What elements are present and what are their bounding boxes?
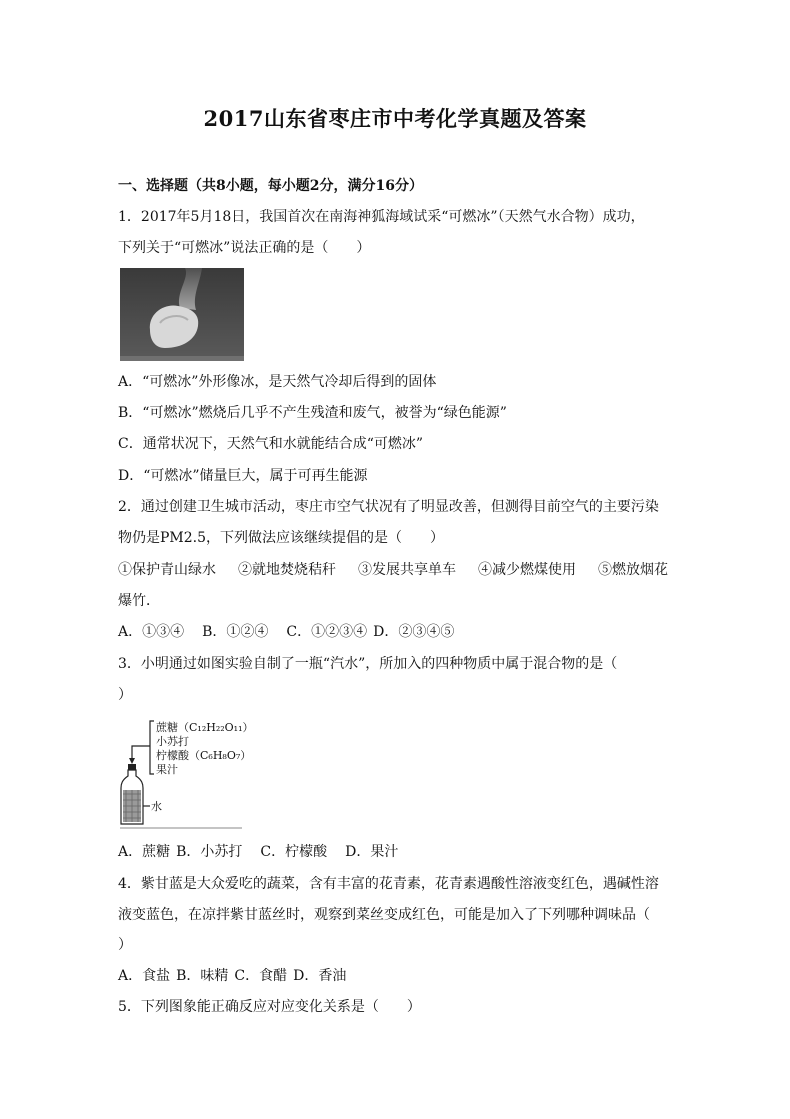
q2-option-b: B．①②④ <box>202 624 269 640</box>
q5-stem-line1: 5．下列图象能正确反应对应变化关系是（ ） <box>118 999 421 1015</box>
page-title: 2017山东省枣庄市中考化学真题及答案 <box>203 106 587 131</box>
q4-option-b: B．味精 <box>176 968 229 984</box>
figure-label-juice: 果汁 <box>156 763 178 776</box>
q3-option-d: D．果汁 <box>345 844 399 860</box>
q2-item-5: ⑤燃放烟花 <box>598 562 668 578</box>
q2-stem-line1: 2．通过创建卫生城市活动，枣庄市空气状况有了明显改善，但测得目前空气的主要污染 <box>118 499 659 515</box>
q2-item-3: ③发展共享单车 <box>358 562 456 578</box>
q2-options <box>118 622 454 642</box>
q4-stem-line2: 液变蓝色，在凉拌紫甘蓝丝时，观察到菜丝变成红色，可能是加入了下列哪种调味品（ <box>118 907 650 923</box>
q1-stem-line2: 下列关于“可燃冰”说法正确的是（ ） <box>118 240 371 256</box>
q4-stem-line1: 4．紫甘蓝是大众爱吃的蔬菜，含有丰富的花青素，花青素遇酸性溶液变红色，遇碱性溶 <box>118 876 659 892</box>
figure-label-water: 水 <box>151 800 162 813</box>
q4-options <box>118 966 346 986</box>
figure-label-citric: 柠檬酸（C₆H₈O₇） <box>156 749 252 762</box>
q2-items-continued: 爆竹． <box>118 593 160 609</box>
q3-stem-line2: ） <box>118 687 132 703</box>
q1-option-d: D．“可燃冰”储量巨大，属于可再生能源 <box>118 468 368 484</box>
q1-option-a: A．“可燃冰”外形像冰，是天然气冷却后得到的固体 <box>118 374 437 390</box>
q2-option-d: D．②③④⑤ <box>373 624 455 640</box>
figure-label-sucrose: 蔗糖（C₁₂H₂₂O₁₁） <box>156 721 254 734</box>
q3-option-c: C．柠檬酸 <box>260 844 328 860</box>
q3-option-a: A．蔗糖 <box>118 844 171 860</box>
q1-option-b: B．“可燃冰”燃烧后几乎不产生残渣和废气，被誉为“绿色能源” <box>118 405 507 421</box>
q2-option-a: A．①③④ <box>118 624 185 640</box>
q2-item-2: ②就地焚烧秸秆 <box>238 562 336 578</box>
q2-item-1: ①保护青山绿水 <box>118 562 216 578</box>
q3-stem-line1: 3．小明通过如图实验自制了一瓶“汽水”，所加入的四种物质中属于混合物的是（ <box>118 656 618 672</box>
q2-item-4: ④减少燃煤使用 <box>478 562 576 578</box>
q3-soda-bottle-figure <box>120 716 254 830</box>
q1-option-c: C．通常状况下，天然气和水就能结合成“可燃冰” <box>118 436 424 452</box>
q3-options <box>118 842 398 862</box>
section-heading: 一、选择题（共8小题，每小题2分，满分16分） <box>118 178 423 194</box>
q1-flammable-ice-photo <box>120 268 244 361</box>
q2-option-c: C．①②③④ <box>286 624 368 640</box>
q2-items <box>118 560 668 580</box>
q4-stem-line3: ） <box>118 937 132 953</box>
q3-option-b: B．小苏打 <box>176 844 243 860</box>
q2-stem-line2: 物仍是PM2.5，下列做法应该继续提倡的是（ ） <box>118 530 445 546</box>
figure-label-soda: 小苏打 <box>156 735 189 748</box>
q4-option-c: C．食醋 <box>234 968 288 984</box>
q1-stem-line1: 1．2017年5月18日，我国首次在南海神狐海域试采“可燃冰”（天然气水合物）成功， <box>118 209 645 225</box>
q4-option-d: D．香油 <box>293 968 347 984</box>
q4-option-a: A．食盐 <box>118 968 171 984</box>
